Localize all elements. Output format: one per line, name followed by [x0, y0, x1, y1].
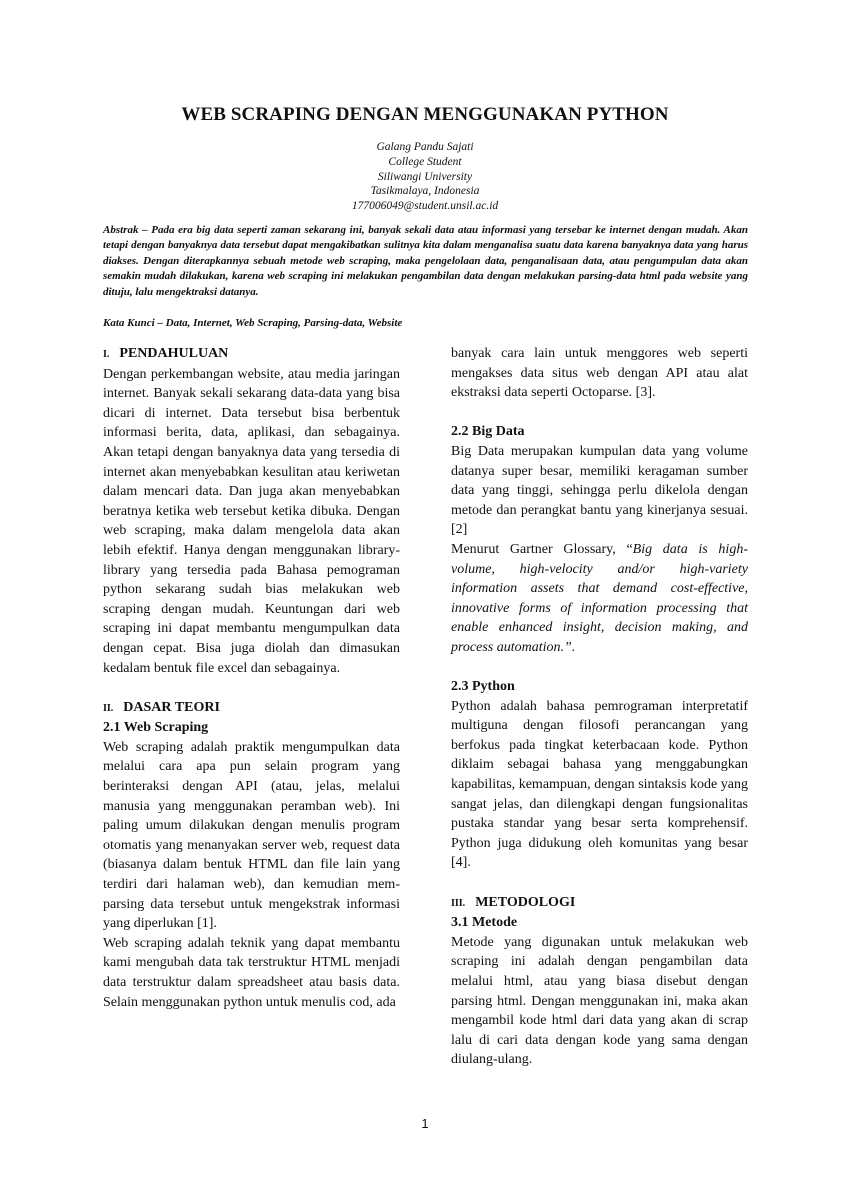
paragraph-python: Python adalah bahasa pemrograman interpretatif multiguna dengan filosofi perancangan yang berfokus pada tingkat keterbacaan kode. Python diklaim sebagai bahasa yang menggabungkan kapabilitas, kemampuan, dengan sintaksis kode yang sangat jelas, dan dilengkapi dengan fungsionalitas pustaka standar yang besar serta komprehensif. Python juga didukung oleh komunitas yang besar [4]. — [451, 698, 748, 871]
spacer — [451, 658, 748, 678]
page-number: 1 — [421, 1116, 429, 1131]
keywords: Kata Kunci – Data, Internet, Web Scraping, Parsing-data, Website — [103, 317, 403, 329]
left-column — [103, 344, 400, 1012]
section-number: II. — [103, 702, 114, 714]
gartner-quote: Big data is high-volume, high-velocity and/or high-variety information assets that demand cost-effective, innovative forms of information processing that enable enhanced insight, decision making, and process automation.”. — [451, 541, 748, 655]
section-heading-pendahuluan — [103, 344, 400, 365]
section-title: METODOLOGI — [475, 894, 576, 910]
section-number: I. — [103, 349, 110, 360]
spacer — [451, 403, 748, 423]
abstract: Abstrak – Pada era big data seperti zaman sekarang ini, banyak sekali data atau informasi yang tersebar ke internet dengan mudah. Akan tetapi dengan banyaknya data tersebut dapat mengakibatkan sulitnya kita dalam menganalisa suatu data karena banyaknya data yang harus diakses. Dengan diterapkannya sebuah metode web scraping, maka pengelolaan data, penganalisaan data, atau pengumpulan data akan semakin mudah dilakukan, karena web scraping ini melakukan pengambilan data dengan melakukan parsing-data html pada website yang dituju, lalu mengektraksi datanya. — [103, 224, 748, 298]
section-title: PENDAHULUAN — [119, 346, 229, 361]
paragraph-big-data-1: Big Data merupakan kumpulan data yang volume datanya super besar, memiliki keragaman sumber data yang tinggi, sehingga perlu dikelola dengan metode dan perangkat bantu yang kinerjanya sesuai. [2] — [451, 443, 748, 538]
section-title: DASAR TEORI — [123, 699, 220, 715]
paragraph-big-data-2 — [451, 540, 748, 658]
subsection-heading-web-scraping: 2.1 Web Scraping — [103, 720, 209, 736]
author-role: College Student — [388, 155, 462, 168]
subsection-heading-big-data: 2.2 Big Data — [451, 424, 525, 440]
section-number: III. — [451, 897, 466, 909]
right-column — [451, 344, 748, 1070]
paragraph-web-scraping-2: Web scraping adalah teknik yang dapat membantu kami mengubah data tak terstruktur HTML menjadi data terstruktur dalam spreadsheet atau basis data. Selain menggunakan python untuk menulis cod, ada — [103, 935, 400, 1010]
subsection-heading-python: 2.3 Python — [451, 679, 515, 695]
author-name: Galang Pandu Sajati — [376, 141, 474, 153]
paragraph-metode: Metode yang digunakan untuk melakukan web scraping ini adalah dengan pengambilan data melalui html, atau yang biasa disebut dengan parsing html. Dengan menggunakan ini, maka akan mengambil kode html dari data yang akan di scrap lalu di cari data dengan kode yang sama dengan diulang-ulang. — [451, 934, 748, 1068]
author-block — [0, 140, 850, 214]
paragraph-web-scraping-2-continued: banyak cara lain untuk menggores web seperti mengakses data situs web dengan API atau alat ekstraksi data seperti Octoparse. [3]. — [451, 346, 748, 401]
subsection-heading-metode: 3.1 Metode — [451, 915, 518, 931]
author-location: Tasikmalaya, Indonesia — [370, 185, 480, 198]
spacer — [103, 678, 400, 698]
paper-title: WEB SCRAPING DENGAN MENGGUNAKAN PYTHON — [181, 104, 669, 125]
section-heading-metodologi — [451, 893, 748, 914]
author-email: 177006049@student.unsil.ac.id — [351, 200, 499, 213]
paragraph-web-scraping-1: Web scraping adalah praktik mengumpulkan data melalui cara apa pun selain program yang berinteraksi dengan API (atau, jelas, melalui manusia yang menggunakan peramban web). Ini paling umum dilakukan dengan menulis program otomatis yang menanyakan server web, request data (biasanya dalam bentuk HTML dan file lain yang terdiri dari halaman web), dan kemudian mem-parsing data tersebut untuk mengekstrak informasi yang diperlukan [1]. — [103, 739, 400, 932]
section-heading-dasar-teori — [103, 698, 400, 719]
author-affiliation: Siliwangi University — [377, 170, 473, 183]
spacer — [451, 873, 748, 893]
paragraph-pendahuluan: Dengan perkembangan website, atau media jaringan internet. Banyak sekali sekarang data-data yang bisa dicari di internet. Data tersebut bisa berbentuk informasi berita, data, aplikasi, dan sebagainya. Akan tetapi dengan banyaknya data yang tersedia di internet akan menyebabkan kesulitan atau keriwetan dalam mencari data. Dan juga akan menyebabkan beratnya ketika web tersebut ketika dibuka. Dengan web scraping, maka dalam mengelola data akan lebih efektif. Hanya dengan menggunakan library-library yang tersedia pada Bahasa pemograman python sekarang sudah bias melakukan web scraping dengan mudah. Keuntungan dari web scraping ini dapat membantu mengumpulkan data dengan cepat. Bisa juga diolah dan dimasukan kedalam bentuk file excel dan sebagainya. — [103, 366, 400, 676]
quote-lead: Menurut Gartner Glossary, “ — [451, 541, 633, 557]
